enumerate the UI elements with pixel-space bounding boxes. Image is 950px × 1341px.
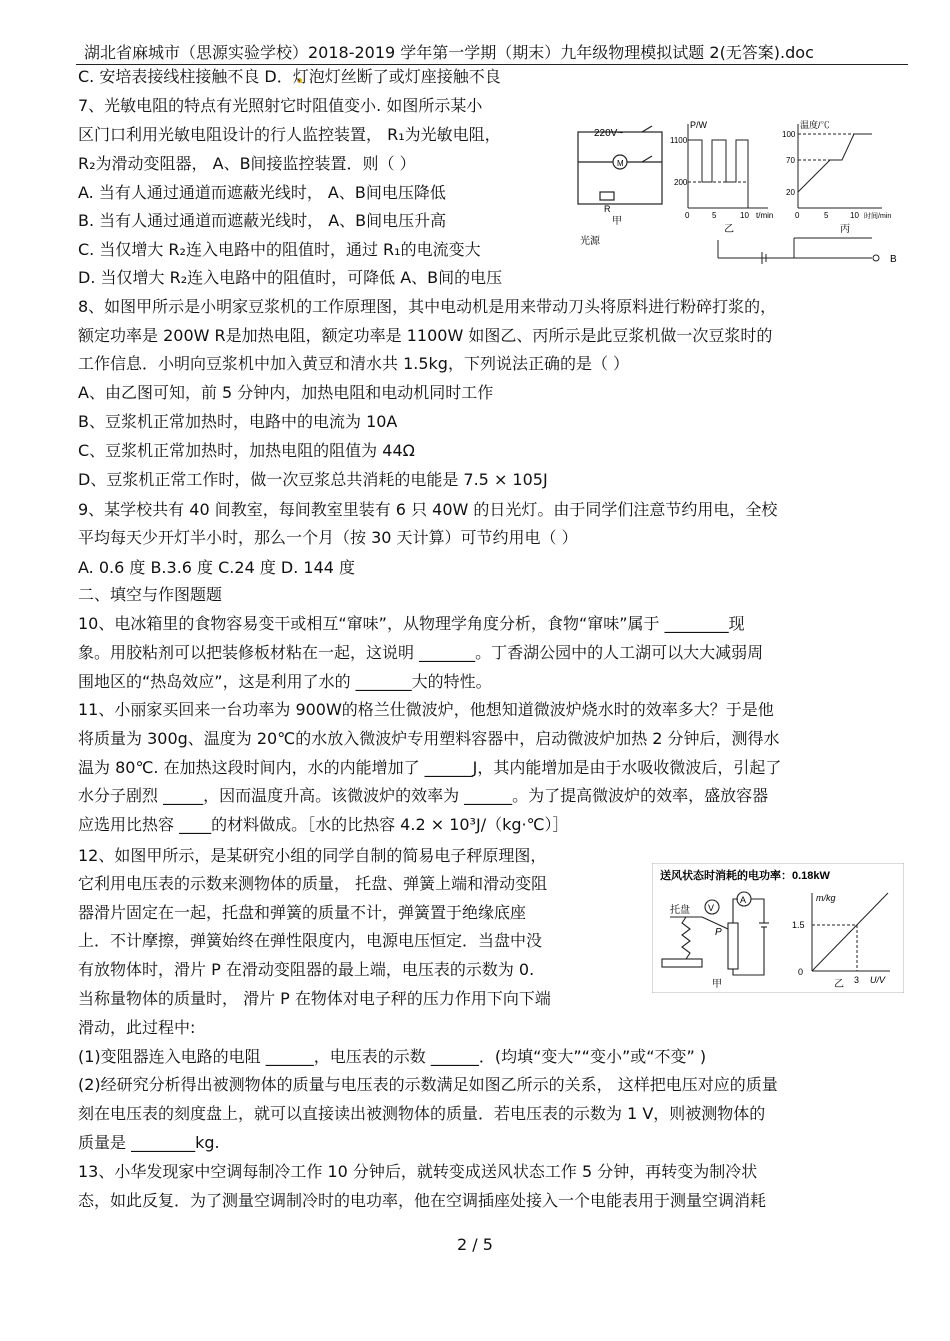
text-line: 有放物体时，滑片 P 在滑动变阻器的最上端，电压表的示数为 0. [78,960,535,979]
text-line: 9、某学校共有 40 间教室，每间教室里装有 6 只 40W 的日光灯。由于同学们注意节约用电，全校 [78,500,778,519]
power-low-tick: 200 [674,178,688,187]
temp-time-tick: 10 [850,211,859,220]
text-line: D. 当仅增大 R₂连入电路中的阻值时，可降低 A、B间的电压 [78,268,503,287]
fan-power-note: 送风状态时消耗的电功率：0.18kW [660,870,830,882]
light-source-label: 光源 [580,236,600,247]
label-bing: 丙 [840,224,850,235]
label-jia: 甲 [712,979,722,990]
text-line: 11、小丽家买回来一台功率为 900W的格兰仕微波炉，他想知道微波炉烧水时的效率多大？于是他 [78,700,774,719]
point-b-label: B [890,254,897,265]
time-tick: 5 [712,211,717,220]
text-line: B、豆浆机正常加热时，电路中的电流为 10A [78,412,398,431]
text-line: 态，如此反复．为了测量空调制冷时的电功率，他在空调插座处接入一个电能表用于测量空调消耗 [78,1191,767,1210]
text-line: 工作信息．小明向豆浆机中加入黄豆和清水共 1.5kg，下列说法正确的是（ ） [78,354,630,373]
resistor-label: R [604,204,611,214]
text-line: 额定功率是 200W R是加热电阻，额定功率是 1100W 如图乙、丙所示是此豆浆机做一次豆浆时的 [78,326,773,345]
label-jia: 甲 [612,216,622,227]
time-tick: 10 [740,211,749,220]
power-axis-label: P/W [690,120,707,130]
text-line: 10、电冰箱里的食物容易变干或相互“窜味”，从物理学角度分析，食物“窜味”属于 ________现 [78,614,745,633]
mass-voltage-graph [812,893,890,971]
temp-time-unit: 时间/min [864,213,892,220]
temp-time-tick: 0 [795,211,800,220]
text-line: 平均每天少开灯半小时，那么一个月（按 30 天计算）可节约用电（ ） [78,528,578,547]
text-line: C、豆浆机正常加热时，加热电阻的阻值为 44Ω [78,441,415,460]
electronic-scale-figure [652,863,904,993]
monitor-circuit-fragment [718,238,879,264]
text-line: (1)变阻器连入电路的电阻 ______，电压表的示数 ______．(均填“变大”“变小”或“不变” ) [78,1047,707,1066]
voltmeter-label: V [708,903,715,913]
text-line: D、豆浆机正常工作时，做一次豆浆总共消耗的电能是 7.5 × 105J [78,470,548,489]
text-line: 13、小华发现家中空调每制冷工作 10 分钟后，就转变成送风状态工作 5 分钟，再转变为制冷状 [78,1162,758,1181]
text-line: 区门口利用光敏电阻设计的行人监控装置， R₁为光敏电阻， [78,125,501,144]
text-line: 刻在电压表的刻度盘上，就可以直接读出被测物体的质量．若电压表的示数为 1 V，则被测物体的 [78,1104,766,1123]
time-tick: 0 [685,211,690,220]
text-line: 7、光敏电阻的特点有光照射它时阻值变小. 如图所示某小 [78,96,483,115]
time-unit: t/min [756,211,774,220]
text-line: 当称量物体的质量时， 滑片 P 在物体对电子秤的压力作用下向下端 [78,989,551,1008]
tray-label: 托盘 [670,905,690,916]
text-line: 应选用比热容 ____的材料做成。［水的比热容 4.2 × 10³J/（kg·℃）］ [78,815,569,834]
text-line: A. 0.6 度 B.3.6 度 C.24 度 D. 144 度 [78,558,356,577]
text-line: 12、如图甲所示，是某研究小组的同学自制的简易电子秤原理图， [78,846,547,865]
temp-tick: 20 [786,188,795,197]
text-line: B. 当有人通过通道而遮蔽光线时， A、B间电压升高 [78,211,447,230]
text-line: 滑动，此过程中: [78,1018,196,1037]
text-line: 上．不计摩擦，弹簧始终在弹性限度内，电源电压恒定．当盘中没 [78,931,543,950]
text-line: C. 安培表接线柱接触不良 D．灯泡灯丝断了或灯座接触不良 [78,67,501,86]
text-line: 围地区的“热岛效应”，这是利用了水的 _______大的特性。 [78,672,492,691]
temp-tick: 100 [782,130,796,139]
text-line: A、由乙图可知，前 5 分钟内，加热电阻和电动机同时工作 [78,383,494,402]
temp-axis-label: 温度/℃ [800,120,830,130]
text-line: 器滑片固定在一起，托盘和弹簧的质量不计，弹簧置于绝缘底座 [78,903,527,922]
label-yi: 乙 [834,979,844,990]
text-line: 将质量为 300g、温度为 20℃的水放入微波炉专用塑料容器中，启动微波炉加热 2 分钟后，测得水 [78,729,780,748]
temp-time-tick: 5 [824,211,829,220]
origin-label: 0 [798,967,804,977]
x-axis-label: U/V [870,975,886,985]
document-header: 湖北省麻城市（思源实验学校）2018-2019 学年第一学期（期末）九年级物理模拟试题 2(无答案).doc [84,43,814,62]
supply-label: 220V~ [594,128,624,139]
motor-label: M [617,159,624,168]
text-line: 水分子剧烈 _____，因而温度升高。该微波炉的效率为 ______。为了提高微波炉的效率，盛放容器 [78,786,769,805]
soymilk-machine-figure [572,120,908,270]
text-line: C. 当仅增大 R₂连入电路中的阻值时，通过 R₁的电流变大 [78,240,481,259]
x-tick-label: 3 [854,975,860,985]
label-yi: 乙 [724,224,734,235]
text-line: R₂为滑动变阻器， A、B间接监控装置．则（ ） [78,154,416,173]
text-line: 质量是 ________kg. [78,1133,220,1152]
power-high-tick: 1100 [670,136,688,145]
power-chart [688,124,768,208]
page-number: 2 / 5 [457,1235,493,1254]
text-line: 象。用胶粘剂可以把装修板材粘在一起，这说明 _______。丁香湖公园中的人工湖可以大大减弱周 [78,643,764,662]
text-line: 温为 80℃. 在加热这段时间内，水的内能增加了 ______J，其内能增加是由于水吸收微波后，引起了 [78,758,782,777]
section-heading: 二、填空与作图题题 [78,585,223,604]
ammeter-label: A [740,895,747,905]
text-line: (2)经研究分析得出被测物体的质量与电压表的示数满足如图乙所示的关系， 这样把电压对应的质量 [78,1075,778,1094]
text-line: 它利用电压表的示数来测物体的质量， 托盘、弹簧上端和滑动变阻 [78,874,548,893]
text-line: A. 当有人通过通道而遮蔽光线时， A、B间电压降低 [78,183,446,202]
temperature-chart [798,124,882,208]
y-axis-label: m/kg [816,893,836,903]
y-tick-label: 1.5 [792,920,805,930]
slider-label: P [715,927,722,938]
text-line: 8、如图甲所示是小明家豆浆机的工作原理图，其中电动机是用来带动刀头将原料进行粉碎打浆的， [78,297,777,316]
temp-tick: 70 [786,156,795,165]
header-divider [76,64,908,65]
